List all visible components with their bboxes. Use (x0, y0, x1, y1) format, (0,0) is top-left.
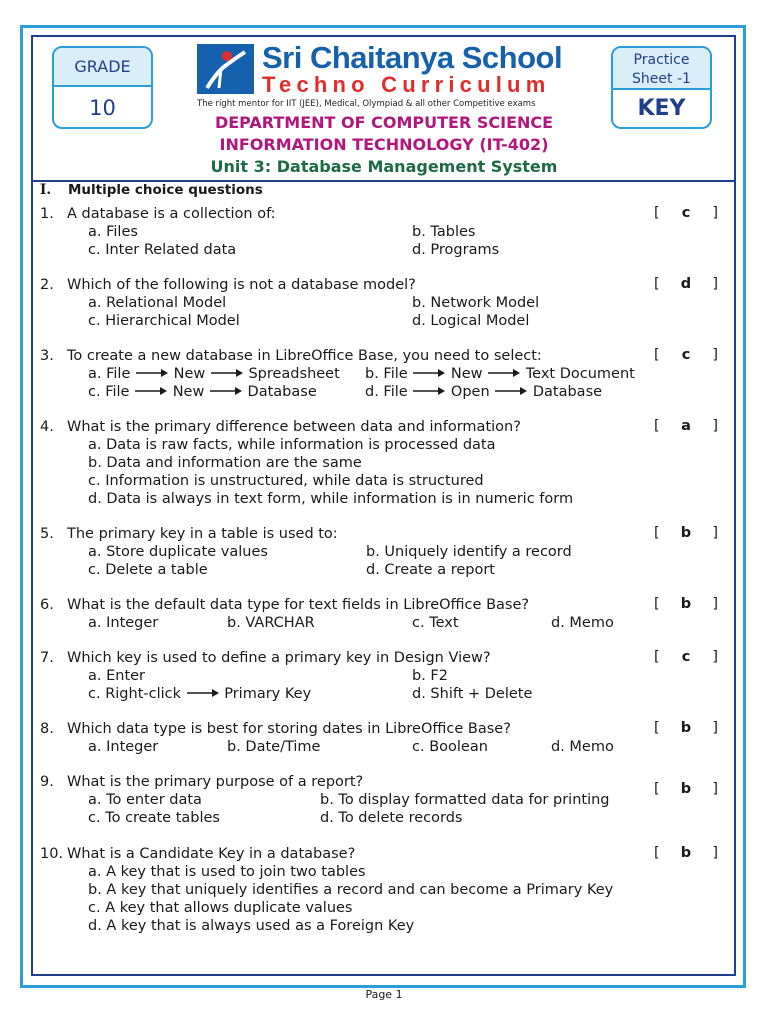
option: a. Integer (88, 615, 159, 631)
option: c. Information is unstructured, while data is structured (88, 473, 484, 489)
question-number: 9. (40, 774, 54, 790)
arrow-right-icon (134, 386, 168, 396)
section-title: Multiple choice questions (68, 182, 263, 198)
option: b. A key that uniquely identifies a record and can become a Primary Key (88, 882, 614, 898)
option: d. To delete records (320, 810, 463, 826)
option: d. A key that is always used as a Foreign Key (88, 918, 415, 934)
option: d. Shift + Delete (412, 686, 533, 702)
option: b. Tables (412, 224, 476, 240)
option: c. Text (412, 615, 459, 631)
sheet-label-line2: Sheet -1 (632, 71, 691, 87)
option (88, 383, 317, 401)
question-text: Which of the following is not a database model? (67, 277, 416, 293)
answer-bracket-open: [ (654, 525, 660, 541)
question-number: 6. (40, 597, 54, 613)
option-path-step: Primary Key (224, 686, 312, 702)
question-text: Which data type is best for storing dates in LibreOffice Base? (67, 721, 511, 737)
answer-value: c (681, 347, 691, 363)
option-path-step: c. File (88, 384, 130, 400)
option: a. Files (88, 224, 138, 240)
answer-bracket-open: [ (654, 596, 660, 612)
question-item (40, 347, 732, 400)
answer-bracket-close: ] (712, 347, 718, 363)
answer-value: b (680, 781, 692, 797)
question-number: 8. (40, 721, 54, 737)
question-stem (40, 276, 732, 294)
answer-value: b (680, 720, 692, 736)
question-item (40, 773, 732, 826)
key-label: KEY (637, 96, 686, 121)
answer-value: d (680, 276, 692, 292)
question-item (40, 418, 732, 507)
question-stem (40, 525, 732, 543)
question-item (40, 525, 732, 578)
answer-key (654, 596, 718, 614)
answer-bracket-close: ] (712, 418, 718, 434)
answer-value: b (680, 845, 692, 861)
answer-bracket-close: ] (712, 649, 718, 665)
curriculum-name: Techno Curriculum (262, 72, 551, 97)
option-path (365, 366, 635, 382)
answer-key (654, 347, 718, 365)
option: c. Inter Related data (88, 242, 237, 258)
grade-label: GRADE (54, 48, 151, 87)
option: d. Programs (412, 242, 500, 258)
answer-key (654, 720, 718, 738)
question-number: 3. (40, 348, 54, 364)
option (88, 685, 311, 703)
option: b. To display formatted data for printing (320, 792, 610, 808)
question-item (40, 205, 732, 258)
option: a. Enter (88, 668, 146, 684)
answer-bracket-close: ] (712, 596, 718, 612)
answer-value: b (680, 596, 692, 612)
option-path-step: Spreadsheet (248, 366, 340, 382)
option: a. Relational Model (88, 295, 227, 311)
grade-value: 10 (89, 96, 116, 120)
school-name: Sri Chaitanya School (262, 40, 563, 75)
question-stem (40, 649, 732, 667)
question-item (40, 720, 732, 755)
option: c. To create tables (88, 810, 220, 826)
answer-bracket-open: [ (654, 781, 660, 797)
option: d. Memo (551, 615, 614, 631)
option-path (365, 384, 602, 400)
question-number: 4. (40, 419, 54, 435)
option: c. Boolean (412, 739, 488, 755)
arrow-right-icon (186, 688, 220, 698)
question-item (40, 276, 732, 329)
department-title: DEPARTMENT OF COMPUTER SCIENCE (214, 113, 554, 132)
question-text: What is the default data type for text fields in LibreOffice Base? (67, 597, 530, 613)
option (88, 365, 340, 383)
unit-title: Unit 3: Database Management System (210, 157, 558, 176)
option: c. Hierarchical Model (88, 313, 240, 329)
arrow-right-icon (412, 386, 446, 396)
option: b. Network Model (412, 295, 540, 311)
option: d. Logical Model (412, 313, 530, 329)
arrow-right-icon (412, 368, 446, 378)
answer-bracket-close: ] (712, 720, 718, 736)
option-path-step: Text Document (525, 366, 635, 382)
option: b. F2 (412, 668, 448, 684)
question-text: To create a new database in LibreOffice Base, you need to select: (67, 348, 542, 364)
question-number: 7. (40, 650, 54, 666)
option: c. Delete a table (88, 562, 208, 578)
option: a. Integer (88, 739, 159, 755)
question-stem (40, 418, 732, 436)
option (365, 383, 602, 401)
question-stem (40, 720, 732, 738)
question-text: The primary key in a table is used to: (67, 526, 338, 542)
answer-key (654, 649, 718, 667)
option: a. Data is raw facts, while information is processed data (88, 437, 496, 453)
option: a. To enter data (88, 792, 202, 808)
answer-bracket-open: [ (654, 418, 660, 434)
question-number: 5. (40, 526, 54, 542)
option-path-step: New (172, 384, 205, 400)
answer-key (654, 525, 718, 543)
question-text: What is the primary difference between data and information? (67, 419, 521, 435)
answer-key (654, 781, 718, 799)
question-text: Which key is used to define a primary key in Design View? (67, 650, 491, 666)
sheet-label (613, 48, 710, 90)
option: b. Date/Time (227, 739, 321, 755)
answer-bracket-open: [ (654, 205, 660, 221)
option-path (88, 366, 340, 382)
option-path-step: Database (532, 384, 603, 400)
answer-key (654, 845, 718, 863)
subject-title: INFORMATION TECHNOLOGY (IT-402) (219, 135, 549, 154)
option-path-step: d. File (365, 384, 408, 400)
option-path-step: New (173, 366, 206, 382)
option: b. Uniquely identify a record (366, 544, 572, 560)
arrow-right-icon (210, 368, 244, 378)
answer-value: a (681, 418, 691, 434)
question-stem (40, 773, 732, 791)
option (365, 365, 635, 383)
option: a. Store duplicate values (88, 544, 268, 560)
option: d. Data is always in text form, while information is in numeric form (88, 491, 574, 507)
question-number: 2. (40, 277, 54, 293)
answer-bracket-close: ] (712, 205, 718, 221)
answer-key (654, 276, 718, 294)
question-stem (40, 347, 732, 365)
answer-bracket-open: [ (654, 845, 660, 861)
option: b. Data and information are the same (88, 455, 362, 471)
question-item (40, 649, 732, 702)
answer-bracket-close: ] (712, 525, 718, 541)
question-item (40, 845, 732, 934)
question-text: What is the primary purpose of a report? (67, 774, 364, 790)
option: d. Memo (551, 739, 614, 755)
option-path-step: Database (247, 384, 317, 400)
option: a. A key that is used to join two tables (88, 864, 366, 880)
question-number: 1. (40, 206, 54, 222)
answer-key (654, 205, 718, 223)
option-path-step: c. Right-click (88, 686, 182, 702)
answer-bracket-open: [ (654, 649, 660, 665)
question-stem (40, 845, 732, 863)
option-path-step: a. File (88, 366, 131, 382)
answer-bracket-open: [ (654, 720, 660, 736)
option-path-step: Open (450, 384, 490, 400)
sheet-label-line1: Practice (633, 52, 690, 68)
option-path-step: New (450, 366, 483, 382)
answer-bracket-close: ] (712, 276, 718, 292)
option: c. A key that allows duplicate values (88, 900, 353, 916)
answer-bracket-close: ] (712, 781, 718, 797)
option-path (88, 384, 317, 400)
answer-bracket-close: ] (712, 845, 718, 861)
section-heading (40, 182, 263, 198)
option: d. Create a report (366, 562, 495, 578)
section-number: I. (40, 182, 52, 198)
question-text: What is a Candidate Key in a database? (67, 846, 356, 862)
school-logo-icon (197, 44, 254, 94)
answer-value: c (681, 649, 691, 665)
option-path-step: b. File (365, 366, 408, 382)
answer-bracket-open: [ (654, 276, 660, 292)
answer-key (654, 418, 718, 436)
answer-bracket-open: [ (654, 347, 660, 363)
answer-value: c (681, 205, 691, 221)
arrow-right-icon (487, 368, 521, 378)
answer-value: b (680, 525, 692, 541)
arrow-right-icon (135, 368, 169, 378)
option: b. VARCHAR (227, 615, 315, 631)
question-stem (40, 205, 732, 223)
question-number: 10. (40, 846, 64, 862)
arrow-right-icon (209, 386, 243, 396)
question-stem (40, 596, 732, 614)
option-path (88, 686, 311, 702)
tagline: The right mentor for IIT (JEE), Medical, Olympiad & all other Competitive exams (197, 99, 536, 109)
question-item (40, 596, 732, 631)
question-text: A database is a collection of: (67, 206, 276, 222)
page-number: Page 1 (365, 988, 403, 1001)
arrow-right-icon (494, 386, 528, 396)
